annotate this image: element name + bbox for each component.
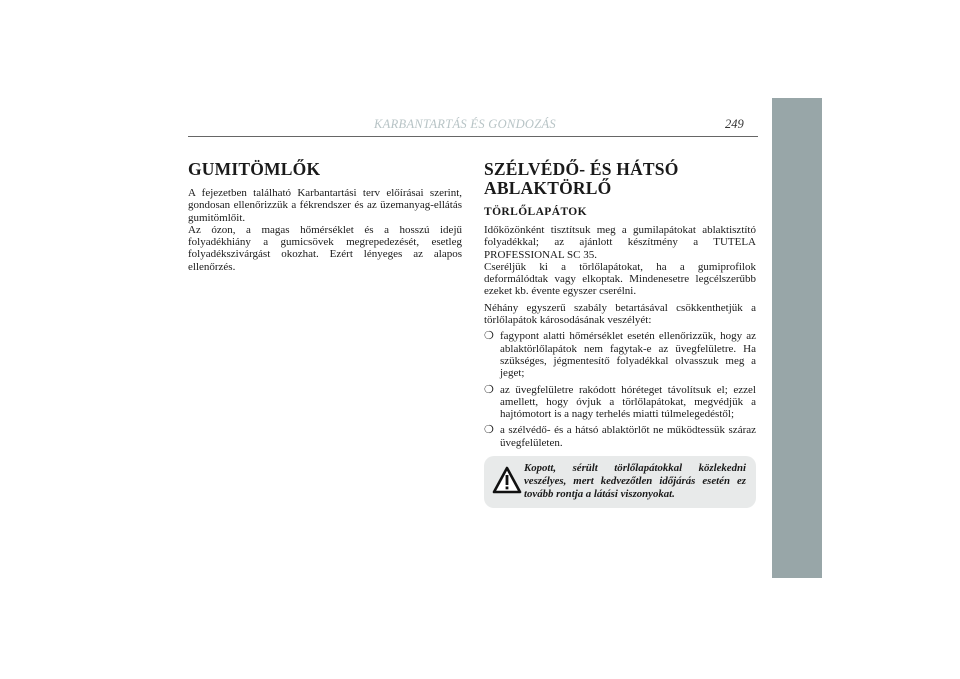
warning-text: Kopott, sérült törlőlapátokkal közlekedni veszélyes, mert kedvezőtlen időjárás esetén ez tovább rontja a látási viszonyokat. xyxy=(524,462,746,500)
bullet-circle-icon: ❍ xyxy=(484,330,494,343)
page-number: 249 xyxy=(725,117,744,131)
bullet-circle-icon: ❍ xyxy=(484,424,494,437)
list-item-text: fagypont alatti hőmérséklet esetén ellenőrizzük, hogy az ablaktörlőlapátok nem fagytak-e az üvegfelületre. Ha szükséges, jégmentesítő folyadékkal olvasszuk meg a jeget; xyxy=(500,330,756,380)
bullet-circle-icon: ❍ xyxy=(484,383,494,396)
warning-box xyxy=(484,456,756,508)
left-column xyxy=(188,160,462,273)
right-paragraph-3: Néhány egyszerű szabály betartásával csökkenthetjük a törlőlapátok károsodásának veszélyét: xyxy=(484,301,756,327)
right-column xyxy=(484,160,756,453)
heading-gumitomlok: GUMITÖMLŐK xyxy=(188,159,321,179)
left-paragraph-1: A fejezetben található Karbantartási terv előírásai szerint, gondosan ellenőrizzük a fékrendszer és az üzemanyag-ellátás gumitömlőit. xyxy=(188,187,462,224)
list-item xyxy=(484,330,756,379)
left-paragraph-2: Az ózon, a magas hőmérséklet és a hosszú idejű folyadékhiány a gumicsövek megrepedezését, esetleg folyadékszivárgást okozhat. Ezért lényeges az alapos ellenőrzés. xyxy=(188,223,462,273)
list-item xyxy=(484,384,756,421)
list-item xyxy=(484,424,756,449)
right-paragraph-2: Cseréljük ki a törlőlapátokat, ha a gumiprofilok deformálódtak vagy elkoptak. Mindenesetre legcélszerűbb ezeket kb. évente egyszer cserélni. xyxy=(484,260,756,298)
section-side-tab xyxy=(772,98,822,578)
heading-ablaktorlo: SZÉLVÉDŐ- ÉS HÁTSÓ ABLAKTÖRLŐ xyxy=(484,159,679,198)
right-paragraph-1: Időközönként tisztítsuk meg a gumilapátokat ablaktisztító folyadékkal; az ajánlott készítmény a TUTELA PROFESSIONAL SC 35. xyxy=(484,224,756,261)
list-item-text: a szélvédő- és a hátsó ablaktörlőt ne működtessük száraz üvegfelületen. xyxy=(500,424,756,449)
header-rule xyxy=(188,136,758,137)
list-item-text: az üvegfelületre rakódott hóréteget távolítsuk el; ezzel amellett, hogy óvjuk a törlőlapátokat, megvédjük a hajtómotort is a nagy terhelés miatti túlmelegedéstől; xyxy=(500,383,756,421)
running-header-title: KARBANTARTÁS ÉS GONDOZÁS xyxy=(374,117,556,131)
care-rules-list xyxy=(484,330,756,449)
warning-triangle-icon xyxy=(492,466,522,494)
subheading-torlolapatok: TÖRLŐLAPÁTOK xyxy=(484,206,587,218)
